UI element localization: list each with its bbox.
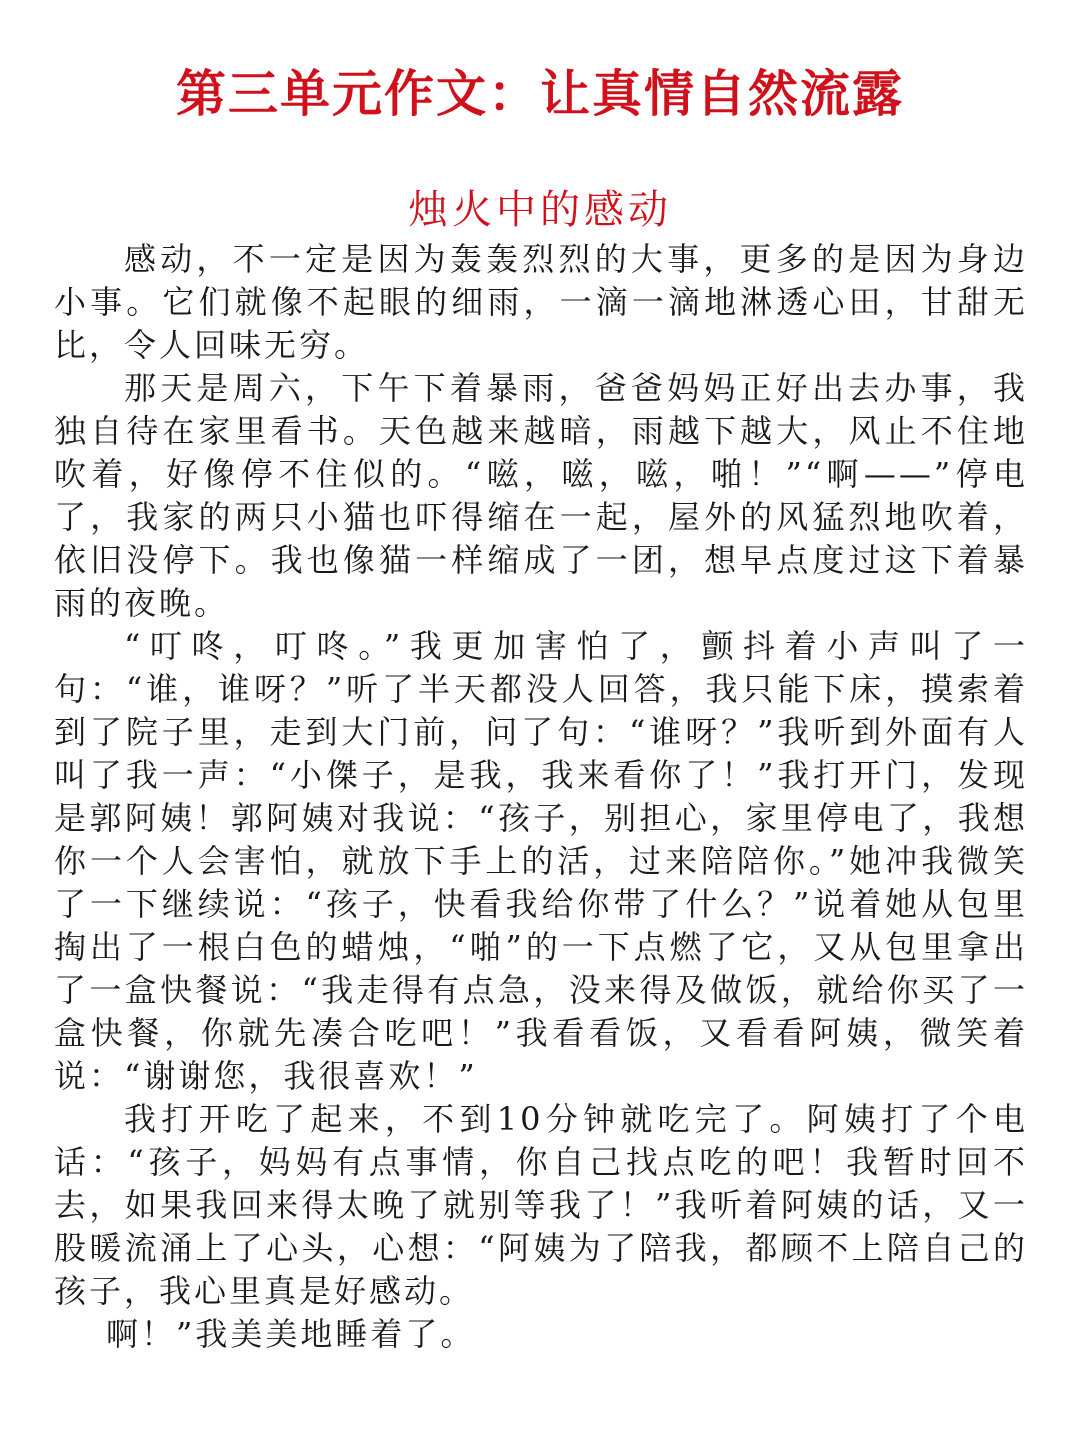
paragraph-4: 我打开吃了起来，不到10分钟就吃完了。阿姨打了个电话：“孩子，妈妈有点事情，你自己找点吃的吧！我暂时回不去，如果我回来得太晚了就别等我了！”我听着阿姨的话，又一股暖流涌上了心头，心想：“阿姨为了陪我，都顾不上陪自己的孩子，我心里真是好感动。 [54, 1100, 1028, 1310]
essay-title: 烛火中的感动 [408, 187, 672, 233]
paragraph-3: “叮咚，叮咚。”我更加害怕了，颤抖着小声叫了一句：“谁，谁呀？”听了半天都没人回答，我只能下床，摸索着到了院子里，走到大门前，问了句：“谁呀？”我听到外面有人叫了我一声：“小傑子，是我，我来看你了！”我打开门，发现是郭阿姨！郭阿姨对我说：“孩子，别担心，家里停电了，我想你一个人会害怕，就放下手上的活，过来陪陪你。”她冲我微笑了一下继续说：“孩子，快看我给你带了什么？”说着她从包里掏出了一根白色的蜡烛，“啪”的一下点燃了它，又从包里拿出了一盒快餐说：“我走得有点急，没来得及做饭，就给你买了一盒快餐，你就先凑合吃吧！”我看看饭，又看看阿姨，微笑着说：“谢谢您，我很喜欢！” [54, 627, 1028, 1095]
page-title: 第三单元作文：让真情自然流露 [176, 65, 904, 123]
paragraph-5: 啊！”我美美地睡着了。 [106, 1315, 476, 1353]
essay-body [54, 238, 1028, 1356]
paragraph-1: 感动，不一定是因为轰轰烈烈的大事，更多的是因为身边小事。它们就像不起眼的细雨，一滴一滴地淋透心田，甘甜无比，令人回味无穷。 [54, 240, 1028, 364]
paragraph-2: 那天是周六，下午下着暴雨，爸爸妈妈正好出去办事，我独自待在家里看书。天色越来越暗，雨越下越大，风止不住地吹着，好像停不住似的。“嗞，嗞，嗞，啪！”“啊——”停电了，我家的两只小猫也吓得缩在一起，屋外的风猛烈地吹着，依旧没停下。我也像猫一样缩成了一团，想早点度过这下着暴雨的夜晚。 [54, 369, 1028, 622]
